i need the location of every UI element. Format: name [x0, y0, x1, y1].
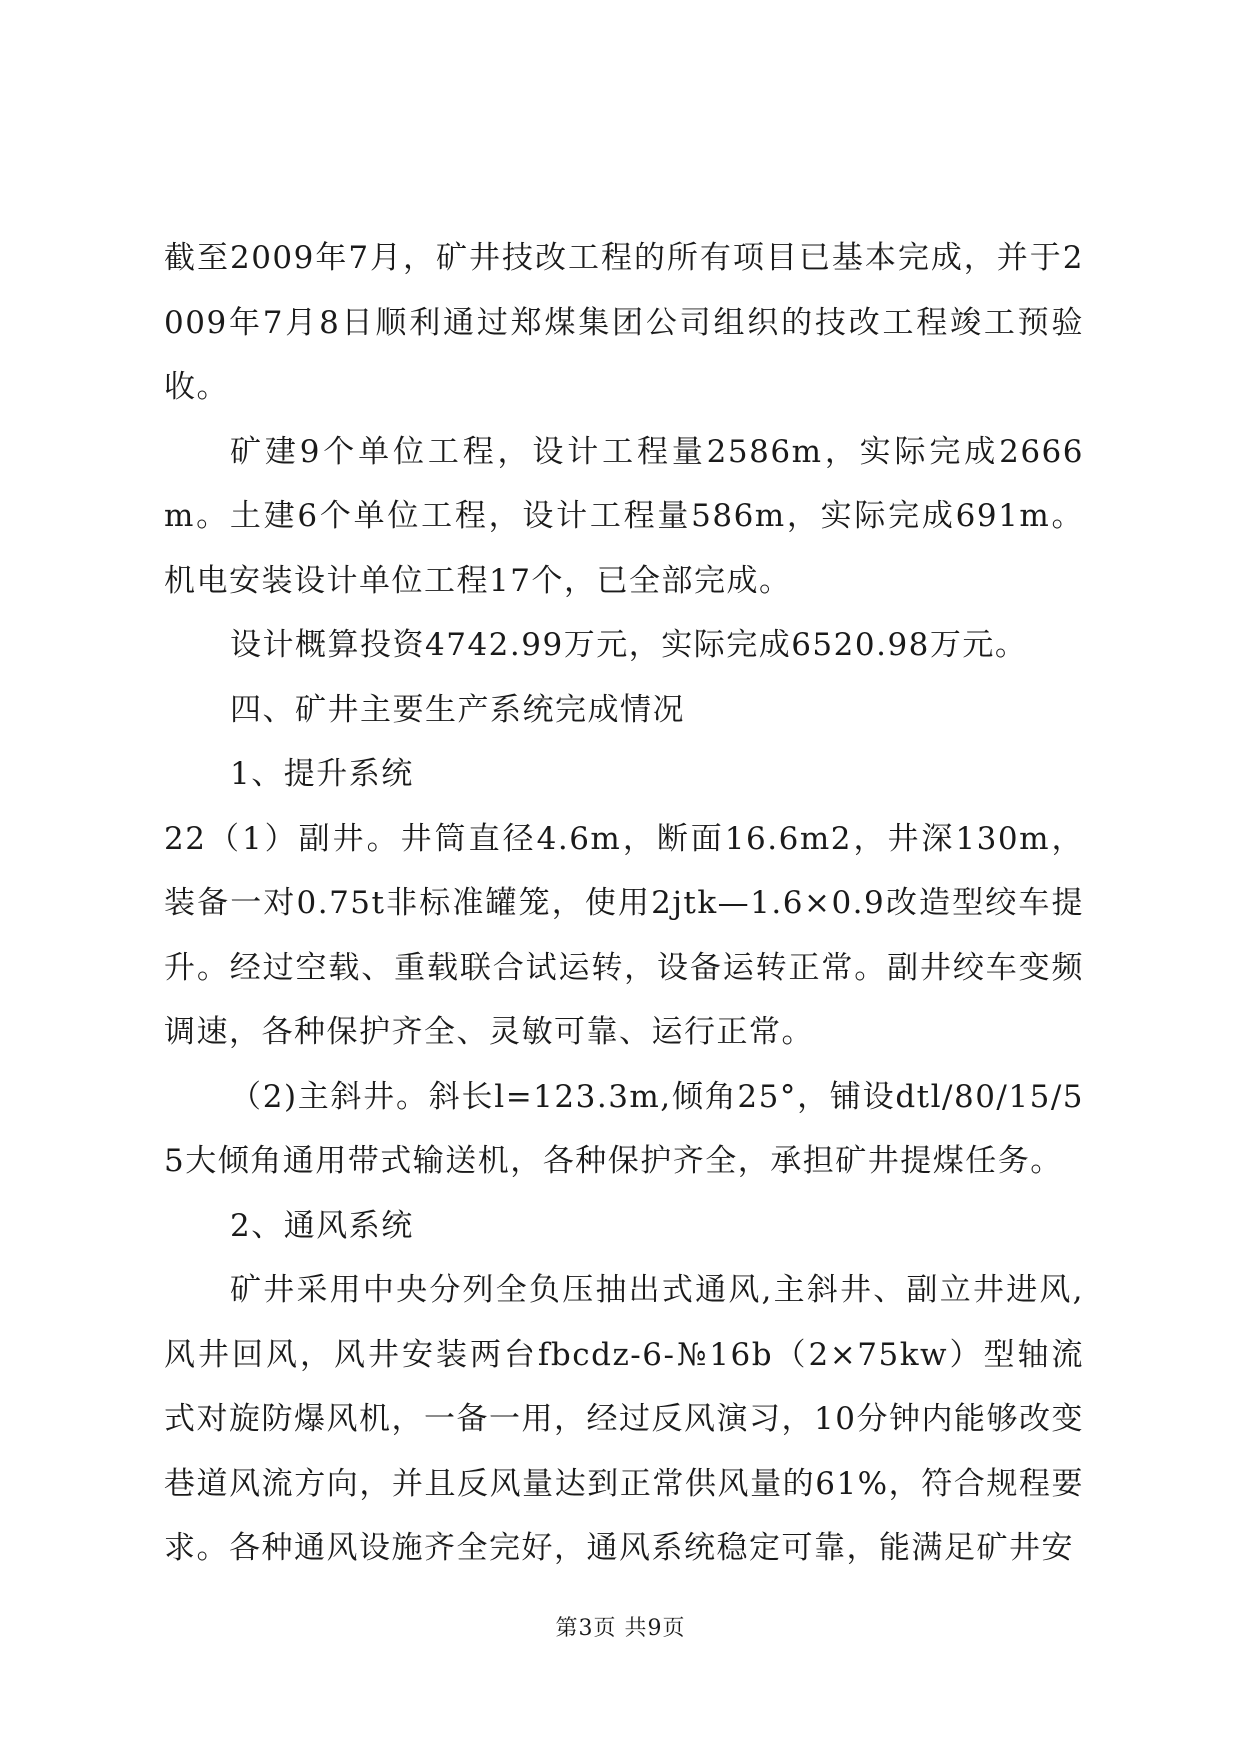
paragraph-auxiliary-shaft: 22（1）副井。井筒直径4.6m，断面16.6m2，井深130m，装备一对0.75t非标准罐笼，使用2jtk—1.6×0.9改造型绞车提升。经过空载、重载联合试运转，设备运转正常。副井绞车变频调速，各种保护齐全、灵敏可靠、运行正常。 [164, 820, 1084, 1050]
paragraph-investment: 设计概算投资4742.99万元，实际完成6520.98万元。 [230, 627, 1028, 663]
paragraph-ventilation: 矿井采用中央分列全负压抽出式通风,主斜井、副立井进风,风井回风，风井安装两台fbcdz-6-№16b（2×75kw）型轴流式对旋防爆风机，一备一用，经过反风演习，10分钟内能够改变巷道风流方向，并且反风量达到正常供风量的61%，符合规程要求。各种通风设施齐全完好，通风系统稳定可靠，能满足矿井安 [164, 1272, 1084, 1566]
subheading-hoisting-system: 1、提升系统 [230, 756, 414, 792]
body-text [164, 226, 1084, 1581]
subheading-ventilation-system: 2、通风系统 [230, 1207, 414, 1244]
paragraph-completion-status: 截至2009年7月，矿井技改工程的所有项目已基本完成，并于2009年7月8日顺利通过郑煤集团公司组织的技改工程竣工预验收。 [164, 240, 1084, 405]
section-heading-production-systems: 四、矿井主要生产系统完成情况 [230, 691, 685, 728]
paragraph-unit-works: 矿建9个单位工程，设计工程量2586m，实际完成2666m。土建6个单位工程，设计工程量586m，实际完成691m。机电安装设计单位工程17个，已全部完成。 [164, 433, 1084, 599]
page-number-footer: 第3页 共9页 [555, 1616, 686, 1641]
paragraph-main-inclined-shaft: （2)主斜井。斜长l=123.3m,倾角25°，铺设dtl/80/15/55大倾角通用带式输送机，各种保护齐全，承担矿井提煤任务。 [164, 1078, 1084, 1179]
